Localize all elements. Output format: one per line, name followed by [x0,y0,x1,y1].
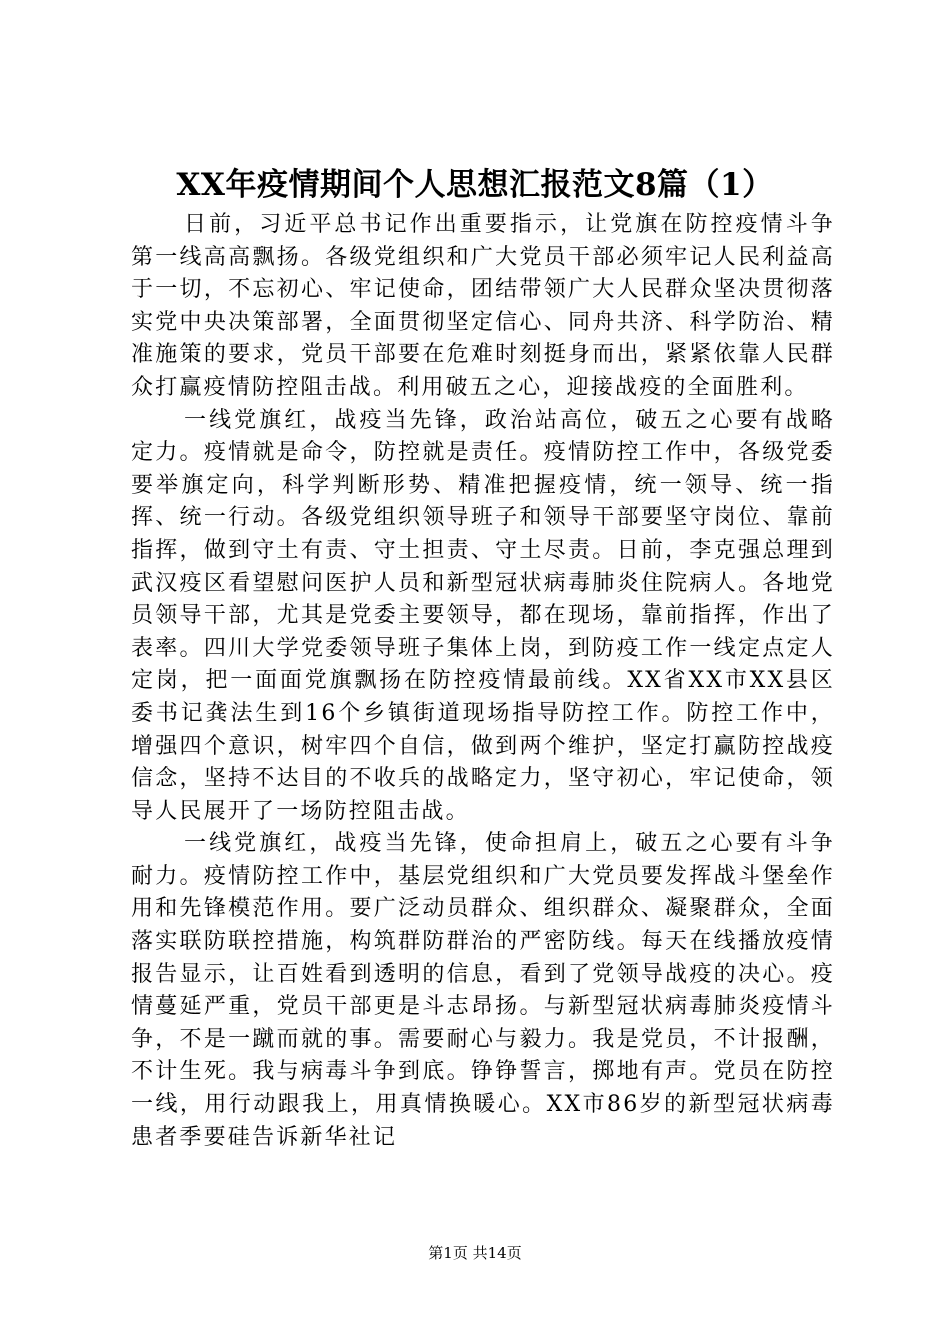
body-paragraph: 一线党旗红，战疫当先锋，使命担肩上，破五之心要有斗争耐力。疫情防控工作中，基层党组织和广大党员要发挥战斗堡垒作用和先锋模范作用。要广泛动员群众、组织群众、凝聚群众，全面落实联防联控措施，构筑群防群治的严密防线。每天在线播放疫情报告显示，让百姓看到透明的信息，看到了党领导战疫的决心。疫情蔓延严重，党员干部更是斗志昂扬。与新型冠状病毒肺炎疫情斗争，不是一蹴而就的事。需要耐心与毅力。我是党员，不计报酬，不计生死。我与病毒斗争到底。铮铮誓言，掷地有声。党员在防控一线，用行动跟我上，用真情换暖心。XX市86岁的新型冠状病毒患者季要硅告诉新华社记 [131,831,835,1150]
document-title: XX年疫情期间个人思想汇报范文8篇（1） [176,167,774,203]
document-body [131,209,835,1154]
body-paragraph: 一线党旗红，战疫当先锋，政治站高位，破五之心要有战略定力。疫情就是命令，防控就是责任。疫情防控工作中，各级党委要举旗定向，科学判断形势、精准把握疫情，统一领导、统一指挥、统一行动。各级党组织领导班子和领导干部要坚守岗位、靠前指挥，做到守土有责、守土担责、守土尽责。日前，李克强总理到武汉疫区看望慰问医护人员和新型冠状病毒肺炎住院病人。各地党员领导干部，尤其是党委主要领导，都在现场，靠前指挥，作出了表率。四川大学党委领导班子集体上岗，到防疫工作一线定点定人定岗，把一面面党旗飘扬在防控疫情最前线。XX省XX市XX县区委书记龚法生到16个乡镇街道现场指导防控工作。防控工作中，增强四个意识，树牢四个自信，做到两个维护，坚定打赢防控战疫信念，坚持不达目的不收兵的战略定力，坚守初心，牢记使命，领导人民展开了一场防控阻击战。 [131,407,835,824]
page-number-footer: 第1页 共14页 [428,1244,522,1262]
body-paragraph: 日前，习近平总书记作出重要指示，让党旗在防控疫情斗争第一线高高飘扬。各级党组织和广大党员干部必须牢记人民利益高于一切，不忘初心、牢记使命，团结带领广大人民群众坚决贯彻落实党中央决策部署，全面贯彻坚定信心、同舟共济、科学防治、精准施策的要求，党员干部要在危难时刻挺身而出，紧紧依靠人民群众打赢疫情防控阻击战。利用破五之心，迎接战疫的全面胜利。 [131,212,835,400]
